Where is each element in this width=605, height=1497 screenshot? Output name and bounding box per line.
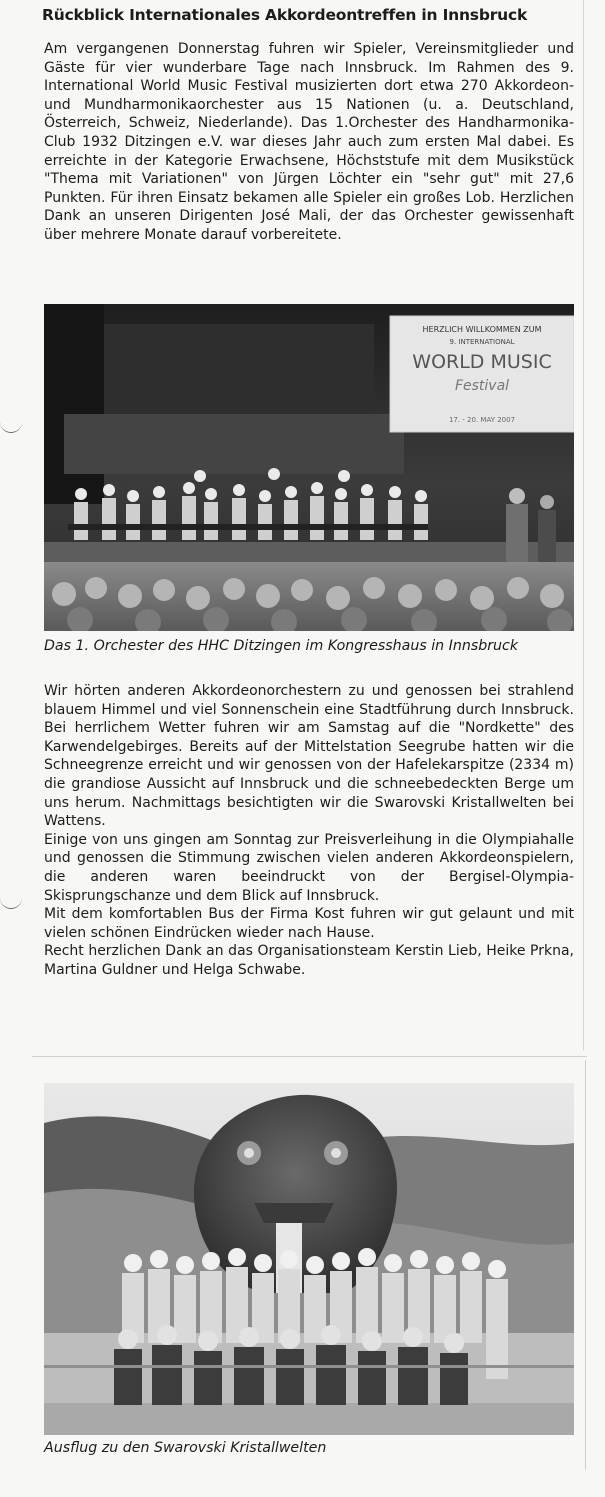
orchestra-photo-caption: Das 1. Orchester des HHC Ditzingen im Kongresshaus in Innsbruck <box>44 638 519 654</box>
banner-line-4: Festival <box>454 378 510 394</box>
scan-margin-mark <box>0 420 22 433</box>
article-paragraph-sunday: Einige von uns gingen am Sonntag zur Preisverleihung in die Olympiahalle und genossen die Stimmung zwischen vielen anderen Akkordeonspielern, die anderen waren beeindruckt von der Bergisel-Olympia-Skisprungschanze und dem Blick auf Innsbruck. <box>44 831 574 904</box>
orchestra-photo <box>44 304 574 631</box>
article-paragraph-trip: Wir hörten anderen Akkordeonorchestern zu und genossen bei strahlend blauem Himmel und viel Sonnenschein eine Stadtführung durch Innsbruck. Bei herrlichem Wetter fuhren wir am Samstag auf die "Nordkette" des Karwendelgebirges. Bereits auf der Mittelstation Seegrube hatten wir die Schneegrenze erreicht und wir genossen von der Hafelekarspitze (2334 m) die grandiose Aussicht auf Innsbruck und die schneebedeckten Berge um uns herum. Nachmittags besichtigten wir die Swarovski Kristallwelten bei Wattens. <box>44 683 574 830</box>
group-photo-illustration <box>44 1083 574 1435</box>
article-paragraph-intro: Am vergangenen Donnerstag fuhren wir Spieler, Vereinsmitglieder und Gäste für vier wunderbare Tage nach Innsbruck. Im Rahmen des 9. International World Music Festival musizierten dort etwa 270 Akkordeon- und Mundharmonikaorchester aus 15 Nationen (u. a. Deutschland, Österreich, Schweiz, Niederlande). Das 1.Orchester des Handharmonika-Club 1932 Ditzingen e.V. war dieses Jahr auch zum ersten Mal dabei. Es erreichte in der Kategorie Erwachsene, Höchststufe mit dem Musikstück "Thema mit Variationen" von Jürgen Löchter ein "sehr gut" mit 27,6 Punkten. Für ihren Einsatz bekamen alle Spieler ein großes Lob. Herzlichen Dank an unseren Dirigenten José Mali, der das Orchester gewissenhaft über mehrere Monate darauf vorbereitete. <box>44 41 574 243</box>
scan-margin-mark <box>0 896 22 909</box>
article-paragraph-thanks: Recht herzlichen Dank an das Organisationsteam Kerstin Lieb, Heike Prkna, Martina Guldner und Helga Schwabe. <box>44 943 574 978</box>
article-title: Rückblick Internationales Akkordeontreffen in Innsbruck <box>42 6 528 24</box>
orchestra-photo-illustration <box>44 304 574 631</box>
banner-line-3: WORLD MUSIC <box>412 351 552 373</box>
banner-line-1: HERZLICH WILLKOMMEN ZUM <box>422 325 542 334</box>
article-body <box>44 682 574 980</box>
column-rule <box>583 0 584 1050</box>
article-paragraph-return: Mit dem komfortablen Bus der Firma Kost fuhren wir gut gelaunt und mit vielen schönen Eindrücken wieder nach Hause. <box>44 906 574 941</box>
group-photo <box>44 1083 574 1435</box>
banner-line-2: 9. INTERNATIONAL <box>449 338 515 346</box>
column-rule-lower <box>585 1060 586 1470</box>
section-divider <box>32 1056 587 1057</box>
group-photo-caption: Ausflug zu den Swarovski Kristallwelten <box>44 1440 327 1456</box>
banner-line-5: 17. - 20. MAY 2007 <box>448 416 516 424</box>
